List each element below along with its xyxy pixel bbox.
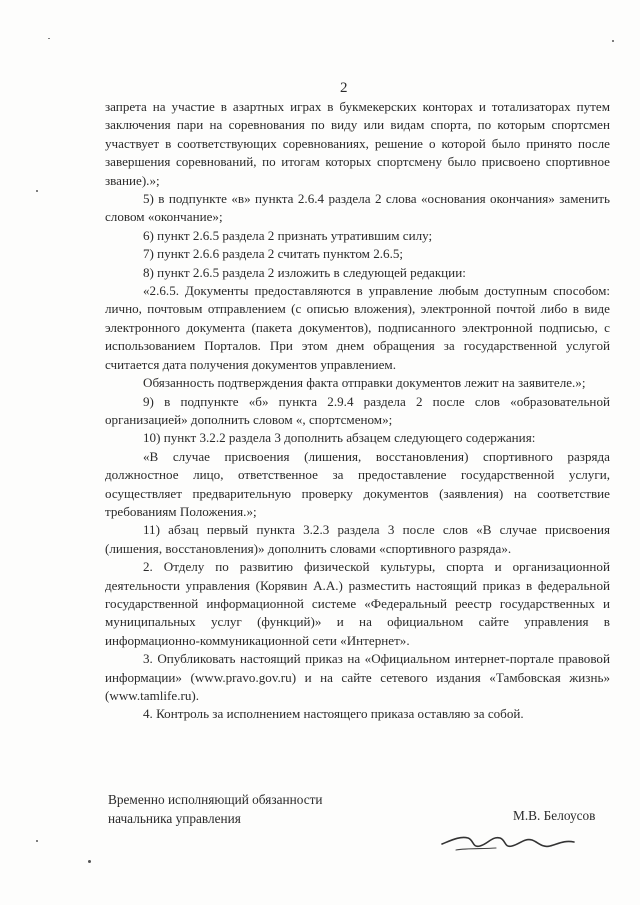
- signatory-name: М.В. Белоусов: [513, 808, 596, 823]
- document-body: [105, 98, 610, 724]
- signatory-position-line1: Временно исполняющий обязанности: [108, 792, 323, 807]
- paragraph-quote-3-2-2: «В случае присвоения (лишения, восстановления) спортивного разряда должностное лицо, ответственное за предоставление государственной услуги, осуществляет предварительную проверку документов (заявления) на соответствие требованиям Положения.»;: [105, 448, 610, 519]
- paragraph-obligation: Обязанность подтверждения факта отправки документов лежит на заявителе.»;: [143, 375, 586, 391]
- handwritten-signature: [438, 818, 588, 858]
- page-number: 2: [340, 80, 348, 96]
- paragraph-item-10: 10) пункт 3.2.2 раздела 3 дополнить абзацем следующего содержания:: [143, 430, 536, 446]
- paragraph-section-3: 3. Опубликовать настоящий приказ на «Официальном интернет-портале правовой информации» (www.pravo.gov.ru) и на сайте сетевого издания «Тамбовская жизнь» (www.tamlife.ru).: [105, 651, 610, 703]
- paragraph-item-7: 7) пункт 2.6.6 раздела 2 считать пунктом 2.6.5;: [143, 246, 404, 262]
- scan-speck: [36, 840, 38, 842]
- paragraph-item-6: 6) пункт 2.6.5 раздела 2 признать утратившим силу;: [143, 227, 433, 243]
- signatory-position: [108, 790, 323, 828]
- signatory-position-line2: начальника управления: [108, 811, 241, 826]
- scan-speck: [612, 40, 614, 42]
- scan-speck: [88, 860, 91, 863]
- paragraph-section-2: 2. Отделу по развитию физической культуры, спорта и организационной деятельности управления (Корявин А.А.) разместить настоящий приказ в федеральной государственной информационной системе «Федеральный реестр государственных и муниципальных услуг (функций)» и на официальном сайте управления в информационно-коммуникационной сети «Интернет».: [105, 559, 610, 648]
- paragraph-item-5: 5) в подпункте «в» пункта 2.6.4 раздела 2 слова «основания окончания» заменить словом «окончание»;: [105, 191, 610, 225]
- scan-speck: [48, 38, 50, 39]
- paragraph-item-8: 8) пункт 2.6.5 раздела 2 изложить в следующей редакции:: [143, 264, 466, 280]
- paragraph-item-11: 11) абзац первый пункта 3.2.3 раздела 3 после слов «В случае присвоения (лишения, восстановления)» дополнить словами «спортивного разряда».: [105, 522, 610, 556]
- paragraph-item-9: 9) в подпункте «б» пункта 2.9.4 раздела 2 после слов «образовательной организацией» дополнить словом «, спортсменом»;: [105, 393, 610, 427]
- scan-speck: [36, 190, 38, 192]
- paragraph-section-4: 4. Контроль за исполнением настоящего приказа оставляю за собой.: [143, 706, 524, 722]
- paragraph-quote-2-6-5: «2.6.5. Документы предоставляются в управление любым доступным способом: лично, почтовым отправлением (с описью вложения), электронной почтой либо в виде электронного документа (пакета документов), подписанного электронной подписью, с использованием Порталов. При этом днем обращения за государственной услугой считается дата получения документов управлением.: [105, 283, 610, 372]
- paragraph-continuation: запрета на участие в азартных играх в букмекерских конторах и тотализаторах путем заключения пари на соревнования по виду или видам спорта, по которым спортсмен участвует в соответствующих соревнованиях, решение о которой было принято после завершения соревнований, по итогам которых спортсмену было присвоено спортивное звание).»;: [105, 99, 610, 188]
